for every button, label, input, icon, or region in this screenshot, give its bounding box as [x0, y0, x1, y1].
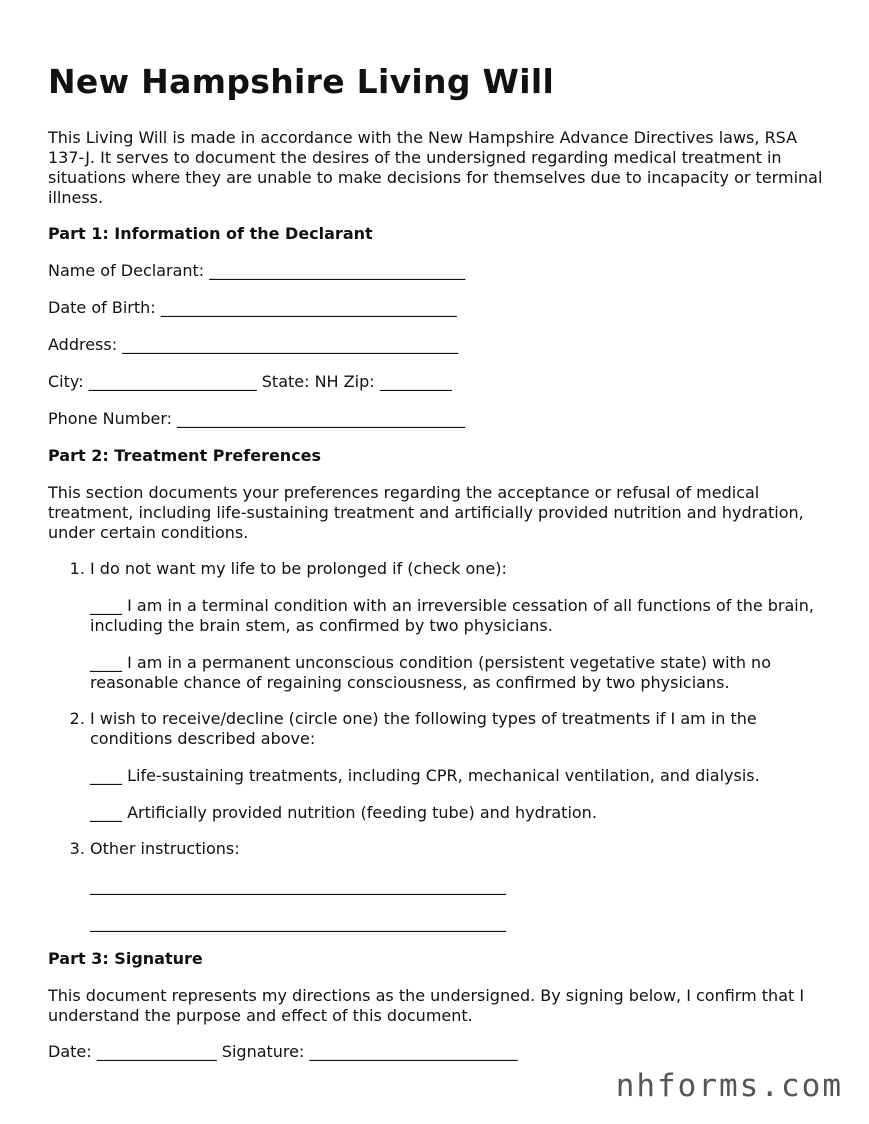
other-instructions-line-1[interactable]: ____________________________________________________ [90, 876, 506, 895]
item3-text: 3. Other instructions: [90, 839, 240, 858]
part2-heading: Part 2: Treatment Preferences [48, 446, 322, 465]
signature-statement: This document represents my directions as the undersigned. By signing below, I confirm that I understand the purpose and effect of this document. [48, 986, 805, 1025]
intro-paragraph: This Living Will is made in accordance with the New Hampshire Advance Directives laws, RSA 137-J. It serves to document the desires of the undersigned regarding medical treatment in situations where they are unable to make decisions for themselves due to incapacity or terminal illness. [48, 128, 823, 207]
part1-heading: Part 1: Information of the Declarant [48, 224, 373, 243]
part2-intro: This section documents your preferences regarding the acceptance or refusal of medical treatment, including life-sustaining treatment and artificially provided nutrition and hydration, under certain conditions. [48, 483, 804, 542]
unconscious-condition-option[interactable]: ____ I am in a permanent unconscious condition (persistent vegetative state) with no reasonable chance of regaining consciousness, as confirmed by two physicians. [90, 653, 771, 692]
part3-heading: Part 3: Signature [48, 949, 203, 968]
date-signature-line[interactable]: Date: _______________ Signature: __________________________ [48, 1042, 518, 1061]
life-sustaining-option[interactable]: ____ Life-sustaining treatments, including CPR, mechanical ventilation, and dialysis. [90, 766, 760, 785]
address-field[interactable]: Address: __________________________________________ [48, 335, 459, 354]
document-page [48, 56, 828, 1078]
list-item [90, 709, 828, 823]
item1-text: 1. I do not want my life to be prolonged if (check one): [90, 559, 507, 578]
nutrition-hydration-option[interactable]: ____ Artificially provided nutrition (feeding tube) and hydration. [90, 803, 597, 822]
city-state-zip-field[interactable]: City: _____________________ State: NH Zip: _________ [48, 372, 452, 391]
treatment-preferences-list [48, 559, 828, 933]
terminal-condition-option[interactable]: ____ I am in a terminal condition with an irreversible cessation of all functions of the brain, including the brain stem, as confirmed by two physicians. [90, 596, 814, 635]
date-of-birth-field[interactable]: Date of Birth: _____________________________________ [48, 298, 457, 317]
list-item [90, 839, 828, 933]
phone-number-field[interactable]: Phone Number: ____________________________________ [48, 409, 466, 428]
watermark: nhforms.com [615, 1068, 843, 1104]
item2-text: 2. I wish to receive/decline (circle one) the following types of treatments if I am in the conditions described above: [90, 709, 757, 748]
list-item [90, 559, 828, 693]
other-instructions-line-2[interactable]: ____________________________________________________ [90, 913, 506, 932]
document-title: New Hampshire Living Will [48, 62, 555, 101]
declarant-name-field[interactable]: Name of Declarant: ________________________________ [48, 261, 466, 280]
